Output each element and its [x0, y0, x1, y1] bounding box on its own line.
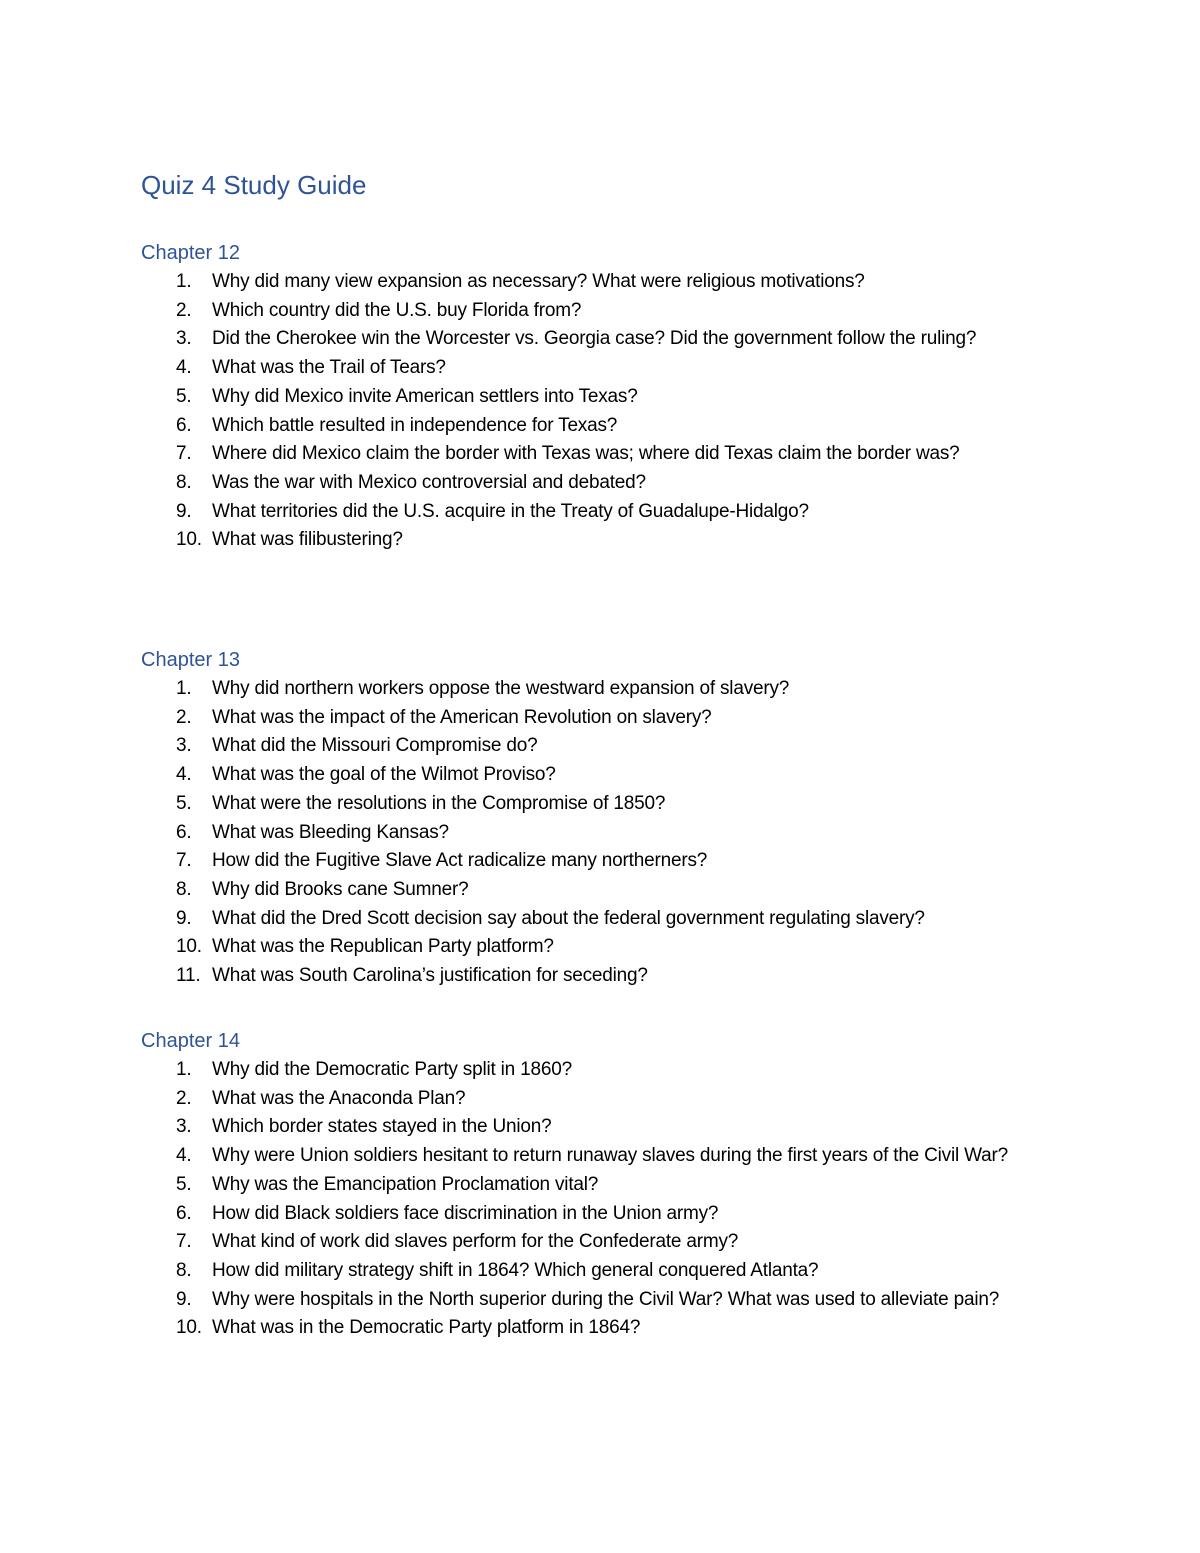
question-item [141, 383, 1051, 412]
question-text: What was the goal of the Wilmot Proviso? [212, 764, 556, 786]
chapter-13-heading: Chapter 13 [141, 649, 240, 671]
question-item [141, 1257, 1051, 1286]
question-text: Where did Mexico claim the border with Texas was; where did Texas claim the border was? [212, 443, 960, 465]
question-number: 5. [176, 1173, 192, 1195]
chapter-13-section [141, 645, 1051, 991]
question-text: Which country did the U.S. buy Florida from? [212, 299, 582, 321]
question-item [141, 790, 1051, 819]
question-number: 5. [176, 385, 192, 407]
question-item [141, 905, 1051, 934]
question-item [141, 325, 1051, 354]
question-text: What was in the Democratic Party platform in 1864? [212, 1317, 641, 1339]
question-number: 7. [176, 1231, 192, 1253]
question-text: Why did Brooks cane Sumner? [212, 878, 469, 900]
question-number: 8. [176, 878, 192, 900]
question-text: What was filibustering? [212, 529, 403, 551]
question-number: 4. [176, 764, 192, 786]
question-item [141, 440, 1051, 469]
question-number: 9. [176, 500, 192, 522]
question-text: Was the war with Mexico controversial and debated? [212, 471, 646, 493]
question-text: Why did northern workers oppose the westward expansion of slavery? [212, 678, 790, 699]
question-item [141, 526, 1051, 555]
question-item [141, 1056, 1051, 1085]
question-text: What territories did the U.S. acquire in the Treaty of Guadalupe-Hidalgo? [212, 500, 809, 522]
question-number: 1. [176, 1059, 192, 1080]
question-text: Why did Mexico invite American settlers into Texas? [212, 385, 638, 407]
question-text: What were the resolutions in the Compromise of 1850? [212, 792, 666, 814]
question-text: Why did many view expansion as necessary? What were religious motivations? [212, 271, 865, 292]
document-title: Quiz 4 Study Guide [141, 170, 367, 200]
question-item [141, 498, 1051, 527]
chapter-12-heading: Chapter 12 [141, 242, 240, 264]
question-item [141, 847, 1051, 876]
question-item [141, 876, 1051, 905]
question-number: 10. [176, 529, 202, 551]
question-text: Why were Union soldiers hesitant to return runaway slaves during the first years of the Civil War? [212, 1145, 1008, 1167]
question-number: 4. [176, 357, 192, 379]
question-item [141, 1171, 1051, 1200]
question-item [141, 1228, 1051, 1257]
question-number: 6. [176, 414, 192, 436]
question-number: 1. [176, 678, 192, 699]
question-item [141, 1286, 1051, 1315]
question-text: What did the Missouri Compromise do? [212, 735, 538, 757]
question-number: 9. [176, 1288, 192, 1310]
question-text: How did the Fugitive Slave Act radicalize many northerners? [212, 850, 708, 872]
question-number: 11. [176, 965, 201, 987]
question-item [141, 268, 1051, 297]
question-number: 1. [176, 271, 192, 292]
question-text: Did the Cherokee win the Worcester vs. Georgia case? Did the government follow the ruling? [212, 328, 977, 350]
chapter-14-heading: Chapter 14 [141, 1030, 240, 1052]
question-text: Which border states stayed in the Union? [212, 1116, 552, 1138]
question-item [141, 469, 1051, 498]
question-text: What was the Republican Party platform? [212, 936, 554, 958]
question-item [141, 354, 1051, 383]
question-text: Why was the Emancipation Proclamation vital? [212, 1173, 599, 1195]
question-item [141, 1314, 1051, 1343]
question-item [141, 675, 1051, 704]
question-item [141, 297, 1051, 326]
chapter-12-question-list [141, 268, 1051, 555]
chapter-14-question-list [141, 1056, 1051, 1343]
question-number: 10. [176, 936, 202, 958]
question-item [141, 1113, 1051, 1142]
question-number: 4. [176, 1145, 192, 1167]
question-item [141, 1142, 1051, 1171]
question-number: 8. [176, 471, 192, 493]
question-number: 3. [176, 735, 192, 757]
question-item [141, 732, 1051, 761]
question-number: 2. [176, 1087, 192, 1109]
chapter-14-section [141, 1026, 1051, 1343]
question-text: Which battle resulted in independence for Texas? [212, 414, 618, 436]
question-text: What was the Trail of Tears? [212, 357, 446, 379]
question-item [141, 1085, 1051, 1114]
question-number: 7. [176, 850, 192, 872]
question-text: What was the Anaconda Plan? [212, 1087, 466, 1109]
question-number: 2. [176, 299, 192, 321]
question-number: 3. [176, 328, 192, 350]
question-number: 8. [176, 1259, 192, 1281]
question-text: What did the Dred Scott decision say about the federal government regulating slavery? [212, 907, 925, 929]
question-item [141, 761, 1051, 790]
question-number: 6. [176, 821, 192, 843]
question-text: What was the impact of the American Revolution on slavery? [212, 706, 712, 728]
question-number: 7. [176, 443, 192, 465]
question-item [141, 412, 1051, 441]
question-text: Why were hospitals in the North superior during the Civil War? What was used to alleviate pain? [212, 1288, 1000, 1310]
question-item [141, 962, 1051, 991]
question-item [141, 933, 1051, 962]
question-item [141, 819, 1051, 848]
question-item [141, 704, 1051, 733]
question-text: How did military strategy shift in 1864? Which general conquered Atlanta? [212, 1259, 819, 1281]
question-item [141, 1200, 1051, 1229]
question-number: 3. [176, 1116, 192, 1138]
question-number: 2. [176, 706, 192, 728]
question-number: 9. [176, 907, 192, 929]
question-text: What kind of work did slaves perform for the Confederate army? [212, 1231, 739, 1253]
question-text: Why did the Democratic Party split in 1860? [212, 1059, 572, 1080]
question-text: What was South Carolina’s justification for seceding? [212, 965, 648, 987]
chapter-13-question-list [141, 675, 1051, 991]
chapter-12-section [141, 238, 1051, 555]
question-text: How did Black soldiers face discrimination in the Union army? [212, 1202, 719, 1224]
question-number: 5. [176, 792, 192, 814]
question-number: 6. [176, 1202, 192, 1224]
question-number: 10. [176, 1317, 202, 1339]
question-text: What was Bleeding Kansas? [212, 821, 449, 843]
